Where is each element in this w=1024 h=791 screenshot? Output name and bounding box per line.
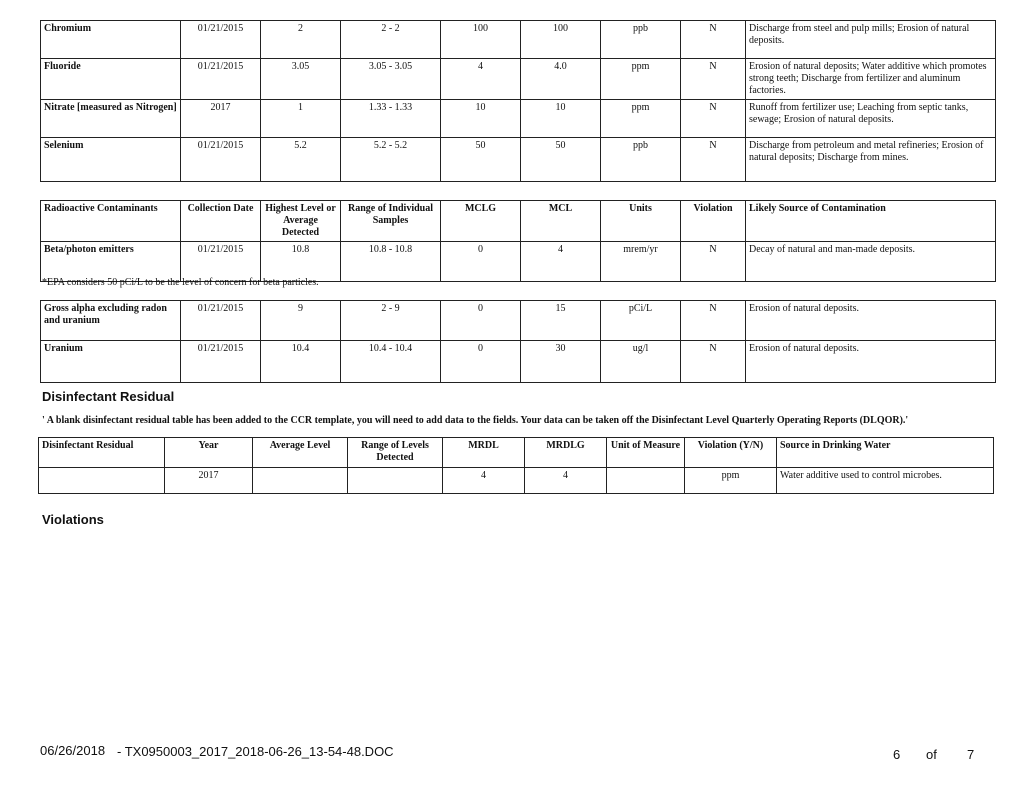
collection-date: 01/21/2015 bbox=[181, 341, 261, 383]
range: 5.2 - 5.2 bbox=[341, 138, 441, 182]
table-header-row bbox=[39, 438, 994, 468]
likely-source: Discharge from steel and pulp mills; Erosion of natural deposits. bbox=[746, 21, 996, 59]
header-contaminant: Radioactive Contaminants bbox=[41, 201, 181, 242]
header-year: Year bbox=[165, 438, 253, 468]
radioactive-table bbox=[40, 200, 996, 282]
source: Water additive used to control microbes. bbox=[777, 468, 994, 494]
mrdl: 4 bbox=[443, 468, 525, 494]
mclg: 4 bbox=[441, 59, 521, 100]
mcl: 4.0 bbox=[521, 59, 601, 100]
header-range: Range of Individual Samples bbox=[341, 201, 441, 242]
range: 2 - 2 bbox=[341, 21, 441, 59]
highest-level: 10.4 bbox=[261, 341, 341, 383]
mclg: 0 bbox=[441, 301, 521, 341]
header-mcl: MCL bbox=[521, 201, 601, 242]
header-likely-source: Likely Source of Contamination bbox=[746, 201, 996, 242]
collection-date: 01/21/2015 bbox=[181, 138, 261, 182]
units: mrem/yr bbox=[601, 242, 681, 282]
likely-source: Erosion of natural deposits. bbox=[746, 301, 996, 341]
header-mrdl: MRDL bbox=[443, 438, 525, 468]
contaminant-name: Beta/photon emitters bbox=[41, 242, 181, 282]
mclg: 10 bbox=[441, 100, 521, 138]
header-violation: Violation (Y/N) bbox=[685, 438, 777, 468]
radioactive-table-continued bbox=[40, 300, 996, 383]
contaminant-name: Nitrate [measured as Nitrogen] bbox=[41, 100, 181, 138]
units: pCi/L bbox=[601, 301, 681, 341]
range-levels bbox=[348, 468, 443, 494]
average-level bbox=[253, 468, 348, 494]
header-unit-of-measure: Unit of Measure bbox=[607, 438, 685, 468]
mcl: 15 bbox=[521, 301, 601, 341]
contaminant-name: Uranium bbox=[41, 341, 181, 383]
collection-date: 01/21/2015 bbox=[181, 21, 261, 59]
mcl: 4 bbox=[521, 242, 601, 282]
collection-date: 01/21/2015 bbox=[181, 242, 261, 282]
violations-heading: Violations bbox=[42, 512, 104, 527]
table-row bbox=[39, 468, 994, 494]
range: 10.4 - 10.4 bbox=[341, 341, 441, 383]
mcl: 50 bbox=[521, 138, 601, 182]
mclg: 0 bbox=[441, 341, 521, 383]
violation: ppm bbox=[685, 468, 777, 494]
likely-source: Runoff from fertilizer use; Leaching from septic tanks, sewage; Erosion of natural deposits. bbox=[746, 100, 996, 138]
units: ppb bbox=[601, 138, 681, 182]
collection-date: 01/21/2015 bbox=[181, 59, 261, 100]
likely-source: Discharge from petroleum and metal refineries; Erosion of natural deposits; Discharge from mines. bbox=[746, 138, 996, 182]
header-highest-level: Highest Level or Average Detected bbox=[261, 201, 341, 242]
mclg: 50 bbox=[441, 138, 521, 182]
violation: N bbox=[681, 21, 746, 59]
header-mclg: MCLG bbox=[441, 201, 521, 242]
violation: N bbox=[681, 100, 746, 138]
units: ppb bbox=[601, 21, 681, 59]
violation: N bbox=[681, 59, 746, 100]
mcl: 10 bbox=[521, 100, 601, 138]
units: ug/l bbox=[601, 341, 681, 383]
range: 1.33 - 1.33 bbox=[341, 100, 441, 138]
units: ppm bbox=[601, 100, 681, 138]
header-mrdlg: MRDLG bbox=[525, 438, 607, 468]
collection-date: 01/21/2015 bbox=[181, 301, 261, 341]
contaminant-name: Fluoride bbox=[41, 59, 181, 100]
violation: N bbox=[681, 242, 746, 282]
highest-level: 1 bbox=[261, 100, 341, 138]
likely-source: Erosion of natural deposits. bbox=[746, 341, 996, 383]
footer-total: 7 bbox=[967, 747, 975, 762]
footer-of: of bbox=[926, 747, 937, 762]
disinfectant-heading: Disinfectant Residual bbox=[42, 389, 175, 404]
violation: N bbox=[681, 341, 746, 383]
violation: N bbox=[681, 138, 746, 182]
table-header-row bbox=[41, 201, 996, 242]
disinfectant-residual bbox=[39, 468, 165, 494]
likely-source: Decay of natural and man-made deposits. bbox=[746, 242, 996, 282]
highest-level: 10.8 bbox=[261, 242, 341, 282]
mclg: 100 bbox=[441, 21, 521, 59]
likely-source: Erosion of natural deposits; Water additive which promotes strong teeth; Discharge from fertilizer and aluminum factories. bbox=[746, 59, 996, 100]
range: 2 - 9 bbox=[341, 301, 441, 341]
header-disinfectant-residual: Disinfectant Residual bbox=[39, 438, 165, 468]
footer-date: 06/26/2018 bbox=[40, 743, 106, 758]
footer-file: - TX0950003_2017_2018-06-26_13-54-48.DOC bbox=[117, 744, 394, 759]
mcl: 30 bbox=[521, 341, 601, 383]
header-collection-date: Collection Date bbox=[181, 201, 261, 242]
header-source: Source in Drinking Water bbox=[777, 438, 994, 468]
highest-level: 5.2 bbox=[261, 138, 341, 182]
header-units: Units bbox=[601, 201, 681, 242]
beta-note: *EPA considers 50 pCi/L to be the level of concern for beta particles. bbox=[42, 277, 319, 288]
highest-level: 3.05 bbox=[261, 59, 341, 100]
inorganic-table bbox=[40, 20, 996, 182]
header-violation: Violation bbox=[681, 201, 746, 242]
disinfectant-instruction: ' A blank disinfectant residual table has been added to the CCR template, you will need to add data to the fields. Your data can be taken off the Disinfectant Level Quarterly Operating Reports (DLQOR).' bbox=[42, 415, 909, 426]
range: 10.8 - 10.8 bbox=[341, 242, 441, 282]
table-row bbox=[41, 242, 996, 282]
table-row bbox=[41, 341, 996, 383]
table-row bbox=[41, 100, 996, 138]
header-range-levels: Range of Levels Detected bbox=[348, 438, 443, 468]
table-row bbox=[41, 138, 996, 182]
range: 3.05 - 3.05 bbox=[341, 59, 441, 100]
header-average-level: Average Level bbox=[253, 438, 348, 468]
table-row bbox=[41, 21, 996, 59]
contaminant-name: Chromium bbox=[41, 21, 181, 59]
footer-page: 6 bbox=[893, 747, 901, 762]
violation: N bbox=[681, 301, 746, 341]
mrdlg: 4 bbox=[525, 468, 607, 494]
unit-of-measure bbox=[607, 468, 685, 494]
table-row bbox=[41, 59, 996, 100]
contaminant-name: Gross alpha excluding radon and uranium bbox=[41, 301, 181, 341]
highest-level: 9 bbox=[261, 301, 341, 341]
disinfectant-table bbox=[38, 437, 994, 494]
mcl: 100 bbox=[521, 21, 601, 59]
year: 2017 bbox=[165, 468, 253, 494]
highest-level: 2 bbox=[261, 21, 341, 59]
units: ppm bbox=[601, 59, 681, 100]
collection-date: 2017 bbox=[181, 100, 261, 138]
table-row bbox=[41, 301, 996, 341]
mclg: 0 bbox=[441, 242, 521, 282]
contaminant-name: Selenium bbox=[41, 138, 181, 182]
